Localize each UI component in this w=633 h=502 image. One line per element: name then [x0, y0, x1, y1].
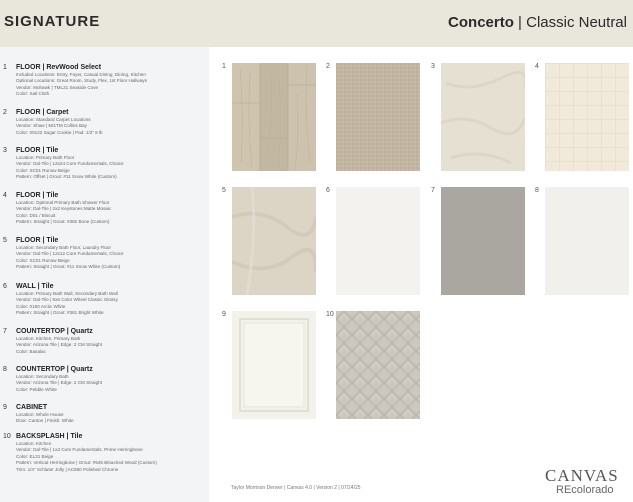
- item-number: 4: [3, 192, 7, 199]
- item-detail: Location: Optional Primary Bath Shower Floor: [16, 200, 110, 205]
- swatch-tile: [326, 63, 420, 171]
- item-title: FLOOR | Carpet: [16, 109, 69, 116]
- item-title: COUNTERTOP | Quartz: [16, 328, 93, 335]
- item-number: 2: [3, 109, 7, 116]
- item-detail: Vendor: Shaw | 501TM Collins Bay: [16, 123, 87, 129]
- item-detail: Color: Basalac: [16, 348, 46, 354]
- item-detail: Vendor: Dal-Tile | 1x3 Core Fundamentals, Prime Herringbone: [16, 447, 143, 453]
- item-detail: Vendor: Dal-Tile | 2x2 Keystones Matte Mosaic: [16, 206, 112, 212]
- item-title: WALL | Tile: [16, 283, 54, 290]
- item-detail: Color: D01 / Biscuit: [16, 212, 56, 218]
- item-detail: Color: 0190 Arctic White: [16, 303, 66, 309]
- swatch-number: 2: [326, 63, 330, 70]
- item-detail: Optional Locations: Great Room, Study, Flex, 1st Floor Hallways: [16, 78, 147, 84]
- swatch-tile: [222, 63, 316, 171]
- item-detail: Pattern: Vertical Herringbone | Grout: #545 Bleached Wood (Custom): [16, 460, 157, 466]
- item-number: 9: [3, 404, 7, 411]
- swatch-number: 7: [431, 187, 435, 194]
- swatch-number: 9: [222, 311, 226, 318]
- item-number: 7: [3, 328, 7, 335]
- mosaic-tile-swatch: [545, 63, 629, 171]
- canvas-logo: CANVAS: [545, 466, 619, 485]
- item-title: COUNTERTOP | Quartz: [16, 366, 93, 373]
- brand-title: SIGNATURE: [4, 13, 101, 30]
- item-detail: Trim: 1/4" Schluter Jolly | AC680 Polished Chrome: [16, 466, 119, 472]
- collection-title: [448, 14, 627, 31]
- swatch-number: 10: [326, 311, 334, 318]
- item-title: FLOOR | RevWood Select: [16, 64, 102, 71]
- swatch-number: 6: [326, 187, 330, 194]
- item-detail: Vendor: Arizona Tile | Edge: 2 CM Straight: [16, 380, 102, 386]
- floor-tile-swatch: [441, 63, 525, 171]
- item-number: 1: [3, 64, 7, 71]
- swatch-number: 1: [222, 63, 226, 70]
- item-title: FLOOR | Tile: [16, 147, 59, 154]
- footer-text: Taylor Morrison Denver | Canvas 4.0 | Version 2 | 07/24/25: [231, 485, 361, 491]
- item-number: 5: [3, 237, 7, 244]
- item-number: 8: [3, 366, 7, 373]
- cabinet-door-swatch: [232, 311, 316, 419]
- swatch-tile: [222, 187, 316, 295]
- swatch-tile: [222, 311, 316, 419]
- quartz-basalac-swatch: [441, 187, 525, 295]
- carpet-swatch: [336, 63, 420, 171]
- item-detail: Vendor: Mohawk | TML21 Seaside Cove: [16, 84, 99, 90]
- item-detail: Color: SC01 Runow Beige: [16, 257, 70, 263]
- item-number: 10: [3, 433, 11, 440]
- swatch-tile: [431, 187, 525, 295]
- header-bar: [0, 0, 633, 47]
- item-detail: Color: Pebble White: [16, 386, 57, 392]
- swatch-number: 5: [222, 187, 226, 194]
- item-detail: Door: Canton | Finish: White: [16, 418, 74, 424]
- collection-style: Classic Neutral: [526, 14, 627, 31]
- item-detail: Location: Secondary Bath Floor, Laundry Floor: [16, 245, 111, 250]
- swatch-tile: [535, 63, 629, 171]
- wall-tile-swatch: [336, 187, 420, 295]
- item-detail: Vendor: Dal-Tile | 12x24 Core Fundamentals, Choice: [16, 161, 124, 167]
- item-title: FLOOR | Tile: [16, 237, 59, 244]
- selections-sidebar: [0, 47, 209, 502]
- quartz-pebble-white-swatch: [545, 187, 629, 295]
- item-detail: Location: Secondary Bath: [16, 374, 69, 379]
- item-number: 6: [3, 283, 7, 290]
- item-detail: Pattern: Straight | Grout: #381 Bright White: [16, 310, 104, 316]
- item-detail: Color: 00122 Sugar Cookie | Pad: 1/2" 8 lb: [16, 129, 103, 135]
- recolorado-watermark: REcolorado: [556, 484, 614, 496]
- floor-tile-12x12-swatch: [232, 187, 316, 295]
- item-detail: Location: Kitchen, Primary Bath: [16, 336, 81, 341]
- swatch-number: 3: [431, 63, 435, 70]
- swatch-number: 4: [535, 63, 539, 70]
- item-detail: Pattern: Straight | Grout: #382 Bone (Custom): [16, 219, 110, 225]
- item-detail: Vendor: Arizona Tile | Edge: 2 CM Straight: [16, 342, 102, 348]
- swatch-tile: [326, 311, 420, 419]
- collection-name: Concerto: [448, 14, 514, 31]
- swatch-tile: [431, 63, 525, 171]
- item-detail: Pattern: Straight | Grout: #11 Snow White (Custom): [16, 264, 121, 270]
- item-detail: Location: Kitchen: [16, 441, 52, 446]
- item-detail: Location: Standard Carpet Locations: [16, 117, 91, 122]
- swatch-tile: [535, 187, 629, 295]
- swatch-tile: [326, 187, 420, 295]
- item-title: CABINET: [16, 404, 48, 411]
- item-detail: Color: Sail Cloth: [16, 91, 50, 97]
- swatch-number: 8: [535, 187, 539, 194]
- title-separator: |: [518, 14, 522, 31]
- item-detail: Location: Primary Bath Wall, Secondary Bath Wall: [16, 291, 118, 296]
- item-title: BACKSPLASH | Tile: [16, 433, 83, 440]
- item-detail: Location: Whole House: [16, 412, 64, 417]
- item-detail: Vendor: Dal-Tile | 6x6 Color Wheel Classic Glossy: [16, 297, 118, 303]
- item-detail: Pattern: Offset | Grout: #11 Snow White (Custom): [16, 174, 117, 180]
- item-detail: Color: SC01 Runow Beige: [16, 167, 70, 173]
- item-detail: Location: Primary Bath Floor: [16, 155, 75, 160]
- wood-plank-swatch: [232, 63, 316, 171]
- item-detail: Included Locations: Entry, Foyer, Casual Dining, Dining, Kitchen: [16, 72, 146, 77]
- item-detail: Vendor: Dal-Tile | 12x12 Core Fundamentals, Choice: [16, 251, 124, 257]
- item-number: 3: [3, 147, 7, 154]
- item-title: FLOOR | Tile: [16, 192, 59, 199]
- item-detail: Color: EL31 Beige: [16, 453, 54, 459]
- herringbone-backsplash-swatch: [336, 311, 420, 419]
